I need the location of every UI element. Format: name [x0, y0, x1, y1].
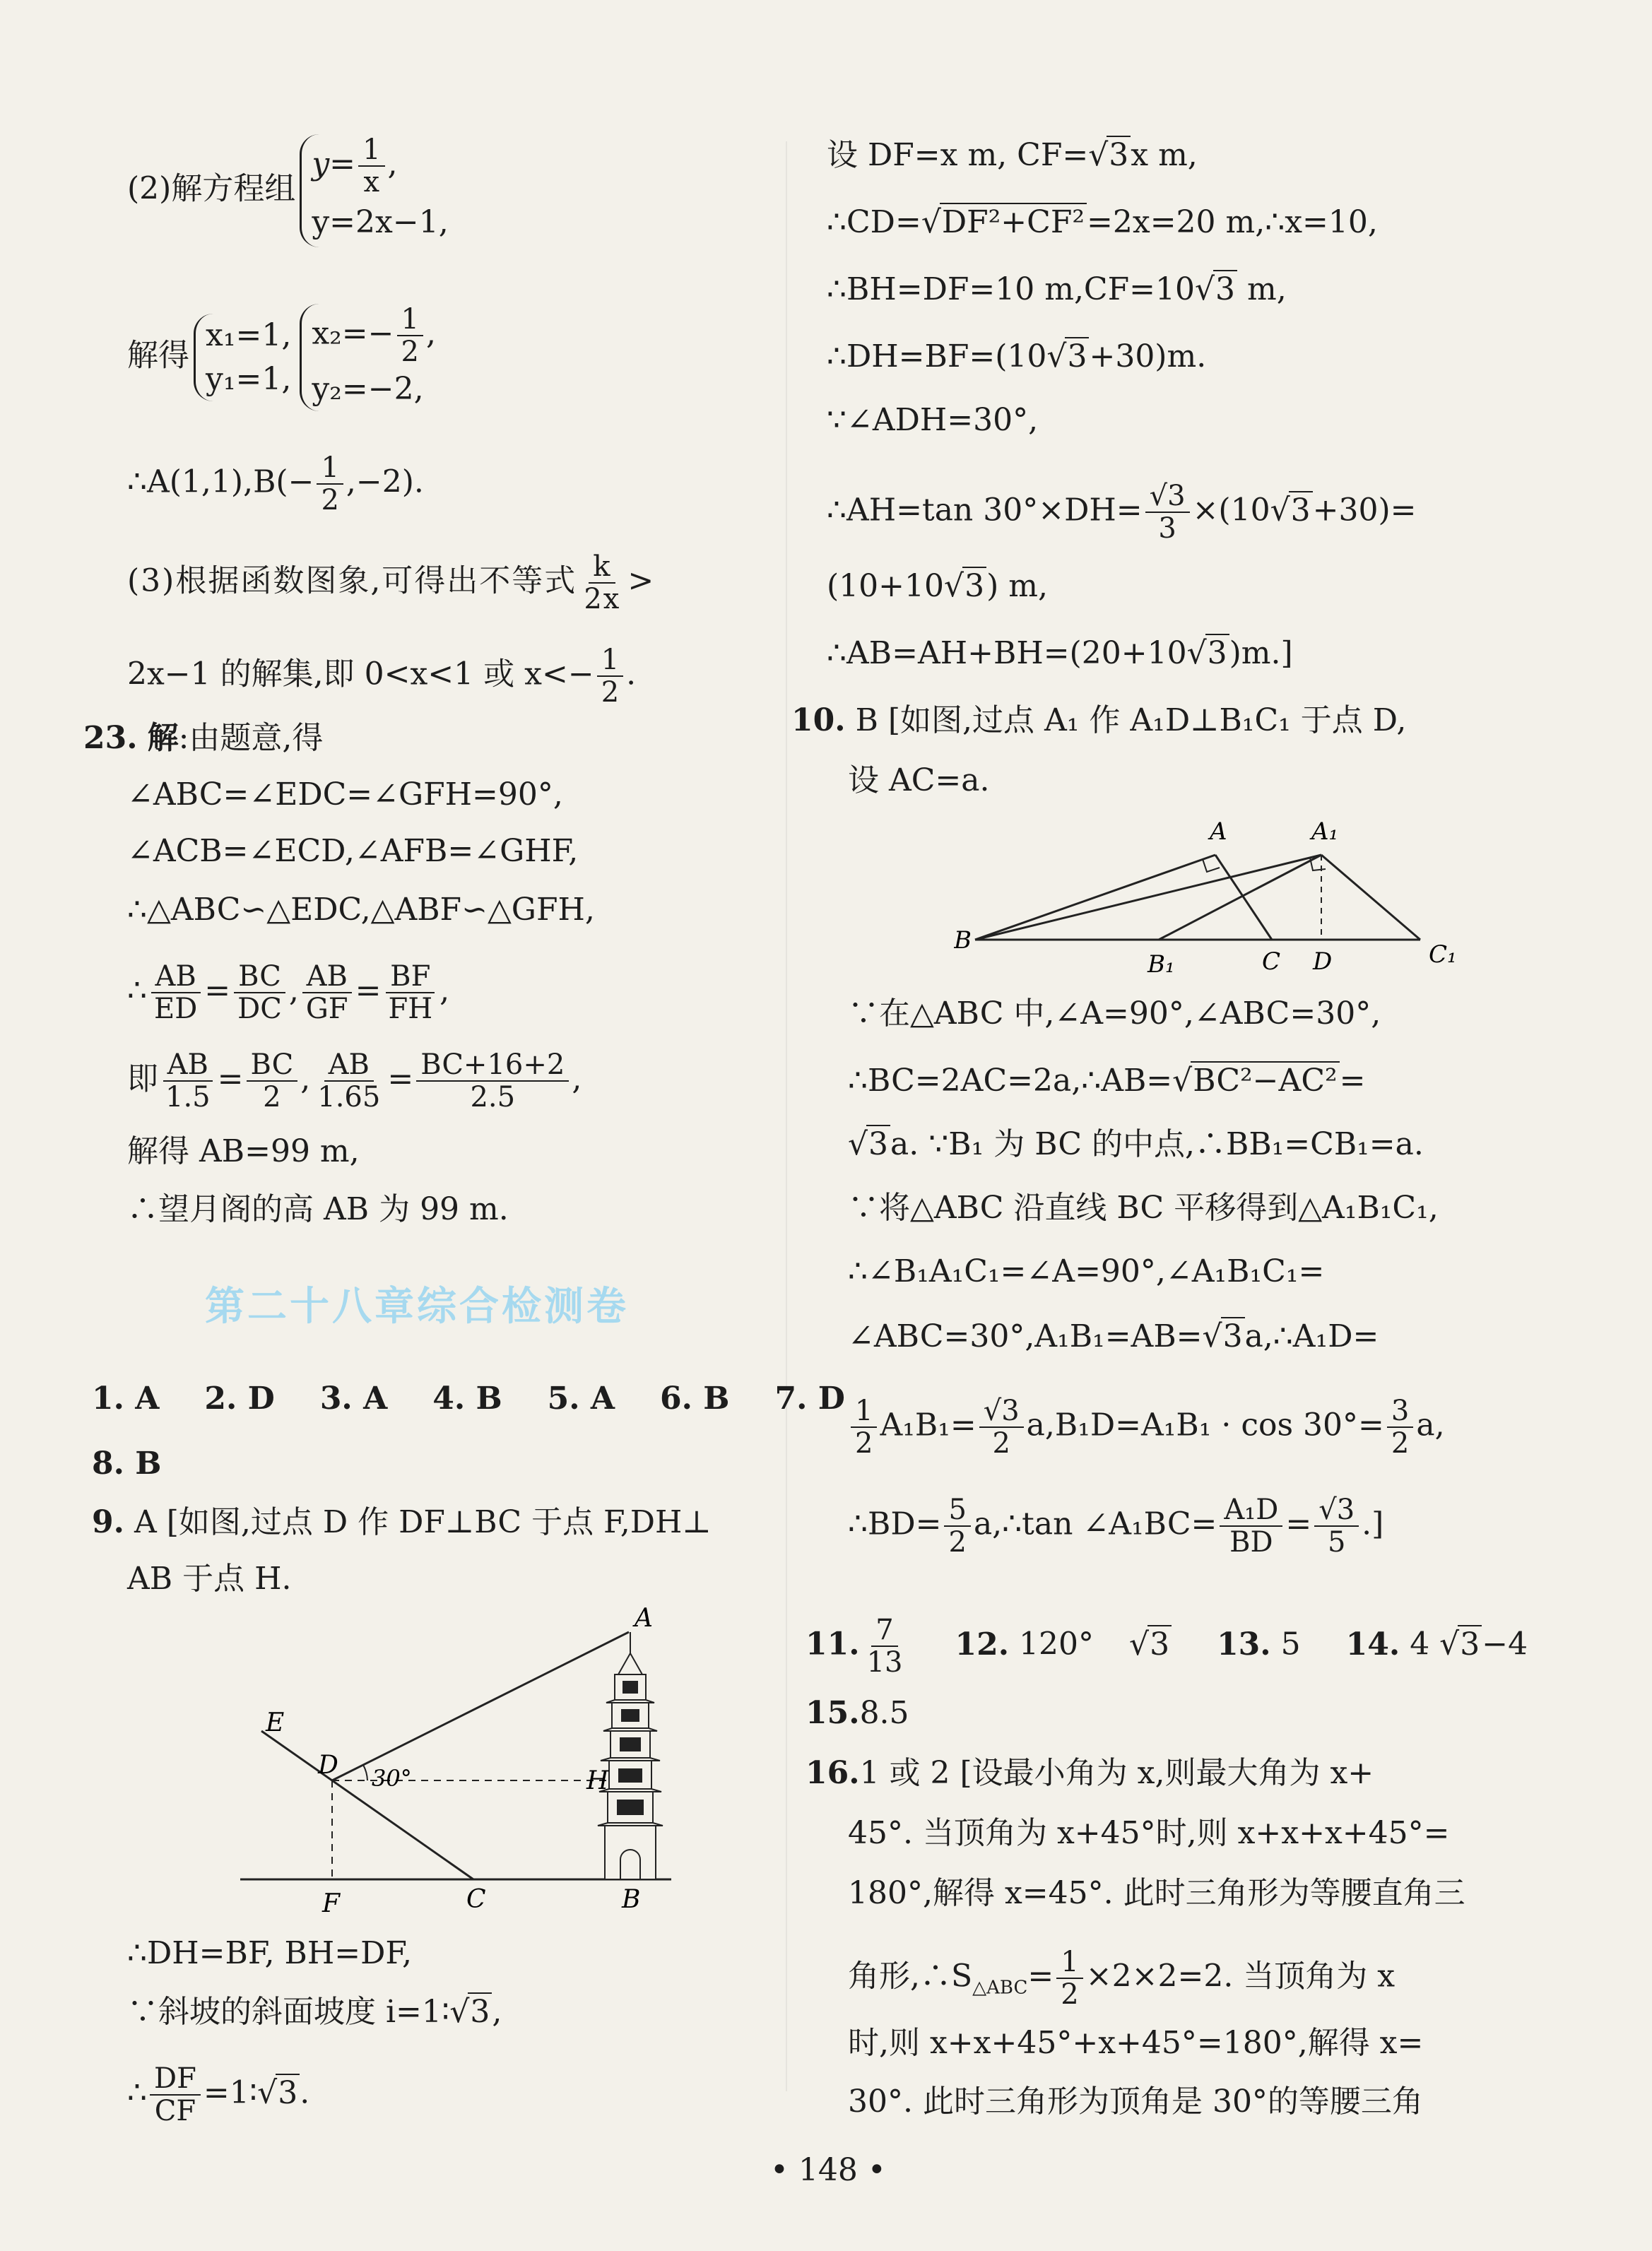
points-result: ∴A(1,1),B(− $\frac{1}{2}$ ,−2).	[127, 451, 424, 516]
label-C: C	[1262, 947, 1281, 976]
part2-label: (2)解方程组	[127, 170, 296, 207]
solution-system: 解得 x₁=1, y₁=1, x₂=− $\frac{1}{2}$ , y₂=−2,	[127, 304, 440, 411]
answers-row-1: 1. A 2. D 3. A 4. B 5. A 6. B 7. D	[92, 1381, 845, 1417]
side-B1A1	[1159, 855, 1321, 940]
sight-line	[332, 1632, 629, 1780]
label-C1: C₁	[1429, 940, 1457, 969]
q10-line4: ∴BC=2AC=2a,∴AB=√BC²−AC²=	[848, 1063, 1366, 1099]
q9-line5: ∴ $\frac{DF}{CF}$ =1∶√3.	[127, 2062, 310, 2127]
q23-line2: ∠ACB=∠ECD,∠AFB=∠GHF,	[127, 833, 579, 869]
q16-line6: 30°. 此时三角形为顶角是 30°的等腰三角	[848, 2084, 1423, 2120]
q9-line1: 9. A [如图,过点 D 作 DF⊥BC 于点 F,DH⊥	[92, 1504, 712, 1540]
label-A1: A₁	[1311, 817, 1339, 846]
r-line8: ∴AB=AH+BH=(20+10√3)m.]	[827, 635, 1293, 671]
question-23-header: 23. 解:由题意,得	[83, 720, 324, 756]
column-divider	[786, 141, 787, 2091]
q23-line1: ∠ABC=∠EDC=∠GFH=90°,	[127, 776, 563, 813]
answer-15: 15.8.5	[806, 1695, 909, 1731]
page-number: • 148 •	[770, 2152, 886, 2188]
triangle-figure	[954, 813, 1463, 982]
slope-line	[261, 1731, 473, 1879]
side-BA	[975, 855, 1215, 940]
label-B: B	[622, 1885, 641, 1914]
pagoda-tower	[598, 1632, 663, 1879]
label-A: A	[1210, 817, 1227, 846]
label-B1: B₁	[1147, 950, 1175, 979]
label-angle: 30°	[372, 1765, 412, 1792]
r-line3: ∴BH=DF=10 m,CF=10√3 m,	[827, 271, 1287, 307]
q10-line6: ∵将△ABC 沿直线 BC 平移得到△A₁B₁C₁,	[848, 1190, 1439, 1226]
q10-line9: $\frac{1}{2}$ A₁B₁= $\frac{√3}{2}$ a,B₁D=A₁B₁ · cos 30°= $\frac{3}{2}$ a,	[848, 1395, 1445, 1459]
angle-arc	[363, 1765, 367, 1780]
r-line5: ∵∠ADH=30°,	[827, 402, 1039, 438]
q16-line5: 时,则 x+x+45°+x+45°=180°,解得 x=	[848, 2025, 1424, 2061]
q16-line1: 16.1 或 2 [设最小角为 x,则最大角为 x+	[806, 1755, 1374, 1791]
r-line2: ∴CD=√DF²+CF²=2x=20 m,∴x=10,	[827, 204, 1378, 240]
label-C: C	[466, 1885, 486, 1914]
q23-line3: ∴△ABC∽△EDC,△ABF∽△GFH,	[127, 892, 595, 928]
q16-line4: 角形$,\therefore S_{\triangle ABC}=$ $\frac{1}{2}$ ×2×2=2. 当顶角为 x	[848, 1946, 1396, 2011]
q10-line10: ∴BD= $\frac{5}{2}$ a,∴tan ∠A₁BC= $\frac{\text{A₁D}}{BD}$ = $\frac{√3}{5}$ .]	[848, 1494, 1384, 1559]
pagoda-figure	[233, 1597, 770, 1922]
label-F: F	[322, 1889, 340, 1918]
q23-values-line: 即 $\frac{AB}{1.5}$ = $\frac{BC}{2}$ , $\frac{AB}{1.65}$ = $\frac{BC+16+2}{2.5}$ ,	[127, 1048, 582, 1113]
equation-1: y= $\frac{1}{x}$ ,	[312, 134, 398, 199]
q10-line7: ∴∠B₁A₁C₁=∠A=90°,∠A₁B₁C₁=	[848, 1253, 1325, 1289]
side-A1C1	[1321, 855, 1420, 940]
r-line6: ∴AH=tan 30°×DH= $\frac{√3}{3}$ ×(10√3+30)=	[827, 480, 1417, 545]
r-line1: 设 DF=x m, CF=√3x m,	[827, 137, 1198, 173]
equation-2: y=2x−1,	[312, 204, 449, 240]
side-AC	[1215, 855, 1272, 940]
q9-line4: ∵斜坡的斜面坡度 i=1∶√3,	[127, 1994, 502, 2030]
q10-line1: 10. B [如图,过点 A₁ 作 A₁D⊥B₁C₁ 于点 D,	[791, 702, 1407, 738]
label-E: E	[266, 1708, 285, 1737]
part3-line2: 2x−1 的解集,即 0<x<1 或 x<− $\frac{1}{2}$ .	[127, 644, 637, 709]
part3-line1: (3)根据函数图象,可得出不等式 $\frac{k}{2x}$ >	[127, 550, 656, 615]
q23-ratio-line: ∴ $\frac{AB}{ED}$ = $\frac{BC}{DC}$ , $\frac{AB}{GF}$ = $\frac{BF}{FH}$ ,	[127, 960, 450, 1025]
label-D: D	[318, 1751, 338, 1780]
label-D: D	[1313, 947, 1333, 976]
system-equations	[127, 134, 453, 247]
q10-line2: 设 AC=a.	[848, 762, 990, 798]
answers-11-14: 11. $\frac{7}{13}$ 12. 120° √3 13. 5 14. 4 √3−4	[806, 1614, 1528, 1679]
q23-line6: 解得 AB=99 m,	[127, 1133, 360, 1169]
r-line7: (10+10√3) m,	[827, 568, 1048, 604]
chapter-title: 第二十八章综合检测卷	[205, 1284, 629, 1330]
answers-row-2: 8. B	[92, 1446, 162, 1482]
q9-line2: AB 于点 H.	[127, 1561, 292, 1597]
segment-BA1	[975, 855, 1321, 940]
q16-line3: 180°,解得 x=45°. 此时三角形为等腰直角三	[848, 1875, 1465, 1911]
left-brace	[300, 134, 448, 247]
r-line4: ∴DH=BF=(10√3+30)m.	[827, 338, 1207, 374]
q10-line3: ∵在△ABC 中,∠A=90°,∠ABC=30°,	[848, 995, 1381, 1032]
label-H: H	[586, 1766, 609, 1795]
label-A: A	[635, 1604, 653, 1633]
q10-line5: √3a. ∵B₁ 为 BC 的中点,∴BB₁=CB₁=a.	[848, 1126, 1424, 1162]
q16-line2: 45°. 当顶角为 x+45°时,则 x+x+x+45°=	[848, 1815, 1450, 1851]
label-B: B	[954, 926, 972, 955]
q10-line8: ∠ABC=30°,A₁B₁=AB=√3a,∴A₁D=	[848, 1318, 1379, 1354]
q9-line3: ∴DH=BF, BH=DF,	[127, 1935, 413, 1971]
q23-line7: ∴望月阁的高 AB 为 99 m.	[127, 1191, 509, 1227]
right-angle-A	[1203, 859, 1220, 872]
